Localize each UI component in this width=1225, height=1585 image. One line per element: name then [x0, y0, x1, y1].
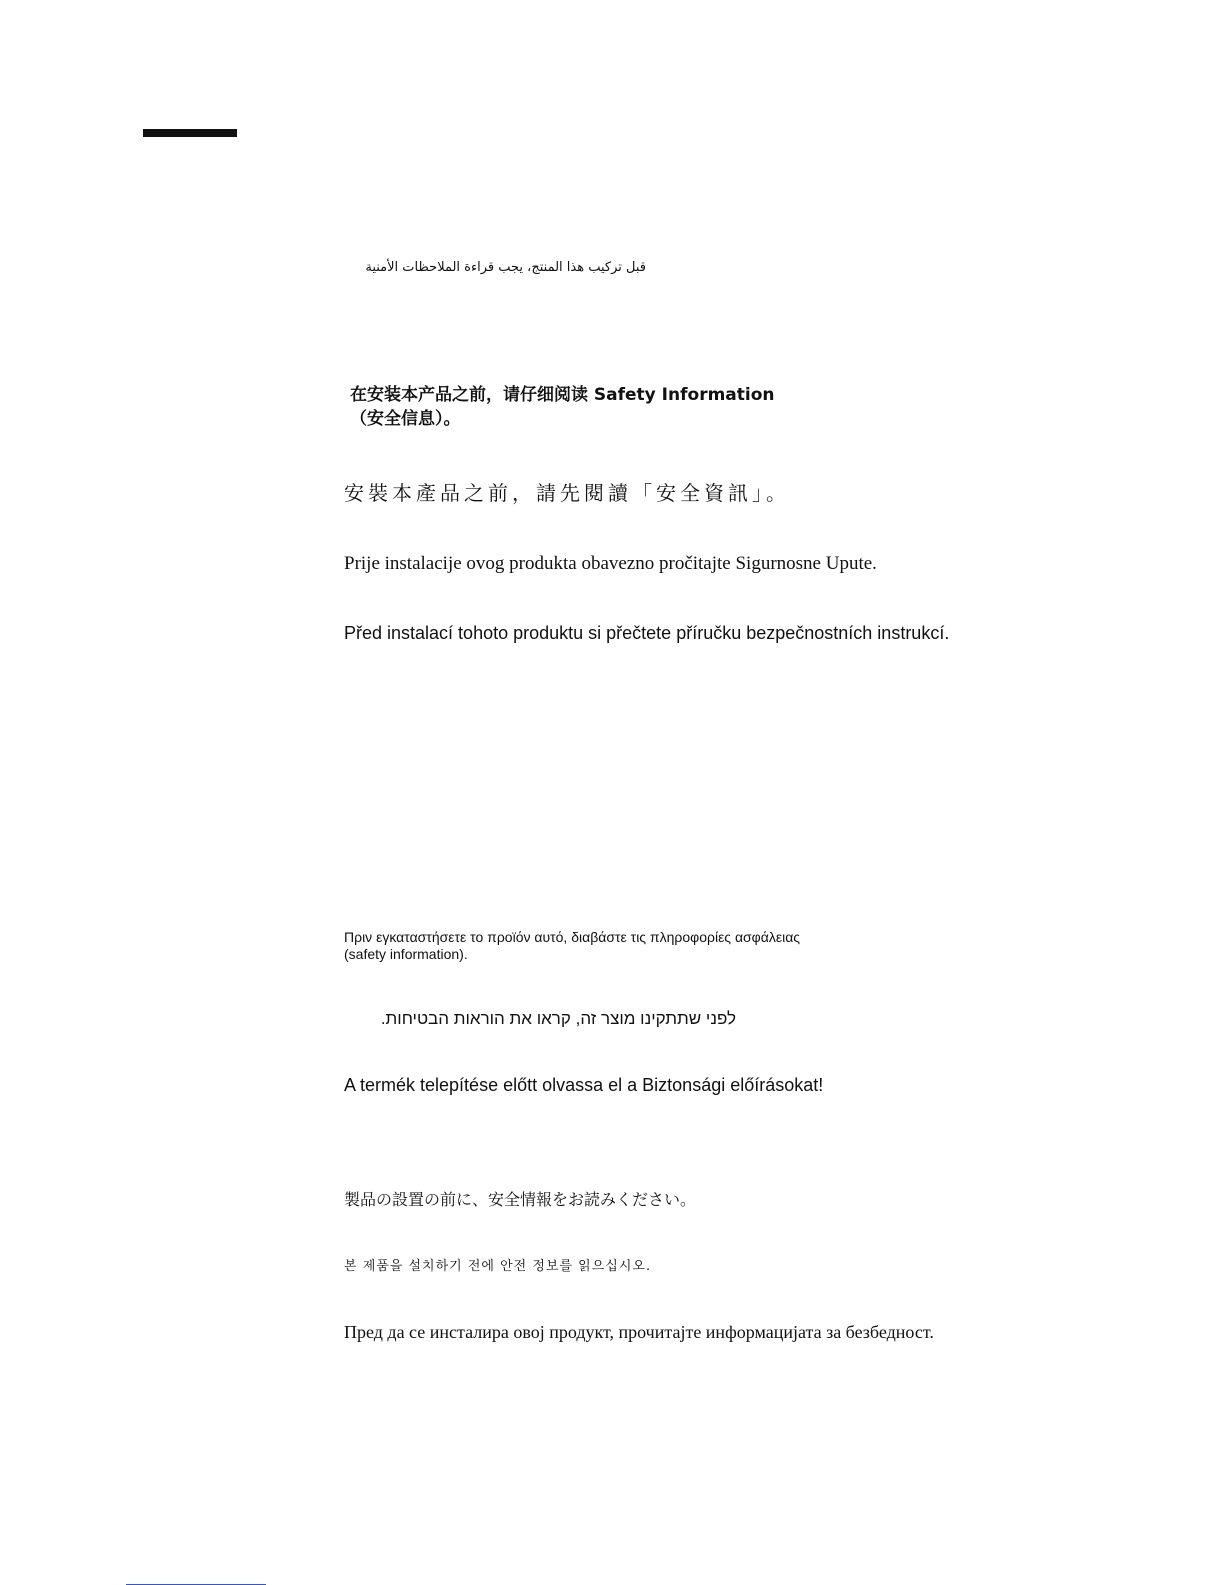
safety-notice-korean: 본 제품을 설치하기 전에 안전 정보를 읽으십시오. — [344, 1259, 652, 1274]
safety-notice-japanese: 製品の設置の前に、安全情報をお読みください。 — [344, 1190, 697, 1209]
safety-notice-chinese-simplified-line-2: （安全信息）。 — [350, 409, 461, 429]
safety-notice-chinese-simplified-line-1: 在安装本产品之前，请仔细阅读 Safety Information — [350, 385, 775, 405]
safety-notice-greek — [344, 929, 800, 963]
safety-notice-arabic: قبل تركيب هذا المنتج، يجب قراءة الملاحظات الأمنية — [365, 260, 646, 275]
safety-notice-hungarian: A termék telepítése előtt olvassa el a Biztonsági előírásokat! — [344, 1075, 824, 1095]
header-rule — [143, 129, 237, 137]
safety-notice-czech: Před instalací tohoto produktu si přečtete příručku bezpečnostních instrukcí. — [344, 623, 950, 643]
safety-notice-chinese-simplified — [350, 383, 775, 431]
safety-notice-chinese-traditional: 安裝本產品之前，請先閱讀「安全資訊」。 — [344, 481, 790, 505]
safety-notice-greek-line-2: (safety information). — [344, 946, 468, 962]
safety-notice-greek-line-1: Πριν εγκαταστήσετε το προϊόν αυτό, διαβάστε τις πληροφορίες ασφάλειας — [344, 929, 801, 945]
safety-notice-croatian: Prije instalacije ovog produkta obavezno pročitajte Sigurnosne Upute. — [344, 553, 877, 574]
safety-notice-hebrew: לפני שתתקינו מוצר זה, קראו את הוראות הבטיחות. — [380, 1009, 736, 1028]
safety-notice-macedonian: Пред да се инсталира овој продукт, прочитајте информацијата за безбедност. — [344, 1322, 934, 1342]
